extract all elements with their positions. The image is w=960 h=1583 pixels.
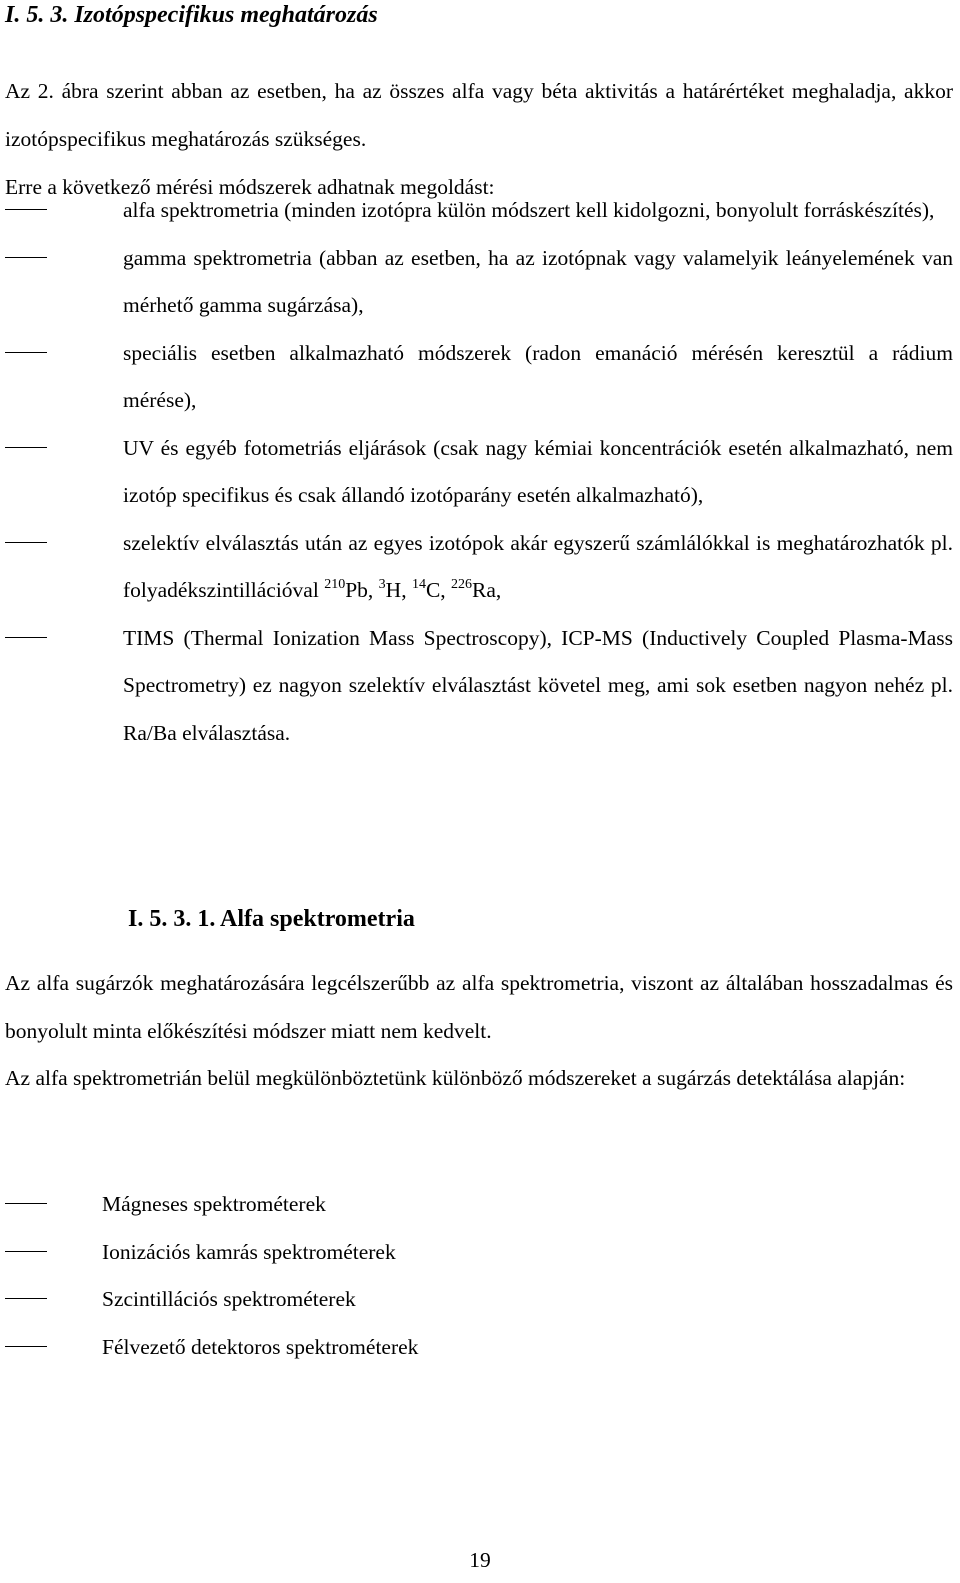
list-item-text: speciális esetben alkalmazható módszerek (radon emanáció mérésén keresztül a rádium mérése), bbox=[123, 340, 953, 412]
isotope-mass: 14 bbox=[411, 577, 426, 592]
list-item bbox=[0, 615, 960, 758]
list-item-text: alfa spektrometria (minden izotópra külön módszert kell kidolgozni, bonyolult forráskészítés), bbox=[123, 198, 935, 222]
isotope-mass: 226 bbox=[451, 577, 473, 592]
list-item bbox=[0, 235, 960, 330]
isotope-symbol: C, bbox=[425, 578, 446, 602]
intro-paragraph: Az 2. ábra szerint abban az esetben, ha az összes alfa vagy béta aktivitás a határértéket meghaladja, akkor izotópspecifikus meghatározás szükséges. bbox=[5, 79, 953, 151]
isotope bbox=[324, 578, 373, 602]
isotope-symbol: Pb, bbox=[345, 578, 374, 602]
methods-list bbox=[0, 187, 960, 757]
section-heading: I. 5. 3. Izotópspecifikus meghatározás bbox=[5, 2, 378, 28]
isotope bbox=[412, 578, 446, 602]
list-item bbox=[0, 425, 960, 520]
isotope-symbol: H, bbox=[385, 578, 407, 602]
isotope-mass: 210 bbox=[324, 577, 346, 592]
methods-intro: Erre a következő mérési módszerek adhatnak megoldást: bbox=[5, 175, 495, 199]
list-item: Szcintillációs spektrométerek bbox=[0, 1276, 418, 1324]
list-item-text: gamma spektrometria (abban az esetben, ha az izotópnak vagy valamelyik leányelemének van mérhető gamma sugárzása), bbox=[123, 245, 953, 317]
list-item-text: UV és egyéb fotometriás eljárások (csak nagy kémiai koncentrációk esetén alkalmazható, nem izotóp specifikus és csak állandó izotóparány esetén alkalmazható), bbox=[123, 435, 953, 507]
isotope-symbol: Ra, bbox=[472, 578, 502, 602]
list-item-text: TIMS (Thermal Ionization Mass Spectroscopy), ICP-MS (Inductively Coupled Plasma-Mass Spectrometry) ez nagyon szelektív elválasztást követel meg, ami sok esetben nagyon nehéz pl. Ra/Ba elválasztása. bbox=[123, 625, 953, 745]
list-item bbox=[0, 330, 960, 425]
list-item-text: szelektív elválasztás után az egyes izotópok akár egyszerű számlálókkal is meghatározhatók pl. folyadékszintillációval bbox=[123, 530, 953, 602]
isotope bbox=[451, 578, 501, 602]
page-number: 19 bbox=[469, 1548, 491, 1572]
spectrometer-list bbox=[0, 1181, 418, 1371]
list-item: Félvezető detektoros spektrométerek bbox=[0, 1324, 418, 1372]
isotope-mass: 3 bbox=[378, 577, 386, 592]
alpha-paragraph-1: Az alfa sugárzók meghatározására legcélszerűbb az alfa spektrometria, viszont az általában hosszadalmas és bonyolult minta előkészítési módszer miatt nem kedvelt. bbox=[5, 971, 953, 1043]
list-item bbox=[0, 187, 960, 235]
list-item: Ionizációs kamrás spektrométerek bbox=[0, 1229, 418, 1277]
list-item bbox=[0, 520, 960, 615]
alpha-paragraph-2: Az alfa spektrometrián belül megkülönböztetünk különböző módszereket a sugárzás detektálása alapján: bbox=[5, 1066, 906, 1090]
isotope bbox=[379, 578, 407, 602]
list-item: Mágneses spektrométerek bbox=[0, 1181, 418, 1229]
subsection-heading: I. 5. 3. 1. Alfa spektrometria bbox=[128, 906, 415, 932]
